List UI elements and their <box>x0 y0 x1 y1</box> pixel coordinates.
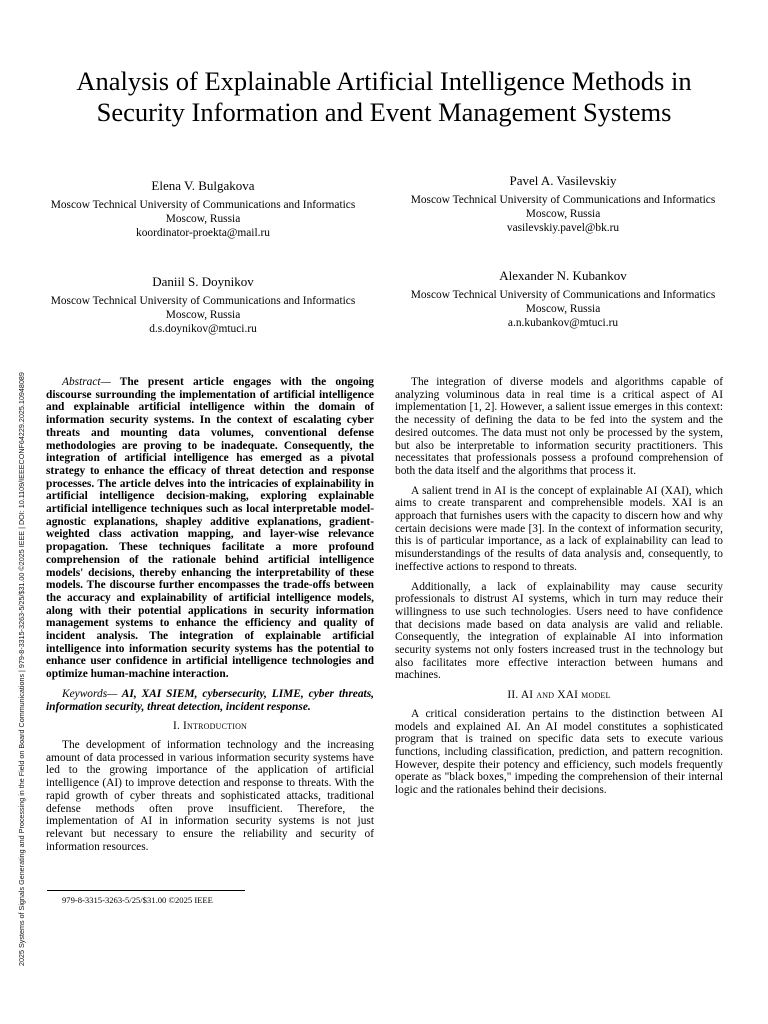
right-column <box>395 376 723 804</box>
author-affiliation: Moscow Technical University of Communications and Informatics <box>410 289 716 301</box>
author-location: Moscow, Russia <box>165 309 241 321</box>
author-location: Moscow, Russia <box>525 208 601 220</box>
paragraph: A critical consideration pertains to the distinction between AI models and explained AI. An AI model constitutes a sophisticated program that is trained on specific data sets to execute various functions, including classification, prediction, and pattern recognition. However, despite their potency and efficiency, such models frequently operate as "black boxes," impeding the comprehension of their internal logic and the rationales behind their decisions. <box>395 707 723 797</box>
section-heading: I. Introduction <box>172 720 248 733</box>
author-affiliation: Moscow Technical University of Communications and Informatics <box>50 295 356 307</box>
keywords-text: AI, XAI SIEM, cybersecurity, LIME, cyber threats, information security, threat detection, incident response. <box>46 687 374 713</box>
author-email: vasilevskiy.pavel@bk.ru <box>506 222 620 234</box>
footnote-rule <box>47 890 245 891</box>
author-name: Elena V. Bulgakova <box>151 178 255 193</box>
footnote: 979-8-3315-3263-5/25/$31.00 ©2025 IEEE <box>62 895 213 905</box>
section-heading: II. AI and XAI model <box>507 689 611 702</box>
abstract <box>46 376 374 681</box>
sidebar-citation: 2025 Systems of Signals Generating and Processing in the Field on Board Communications | 979-8-3315-3263-5/25/$31.00 ©2025 IEEE | DOI: 10.1109/IEEECONF64229.2025.10948089 <box>17 372 26 966</box>
paragraph: Additionally, a lack of explainability may cause security professionals to distrust AI systems, which in turn may reduce their willingness to use such technologies. Users need to have confidence that decisions made based on data analysis are valid and reliable. Consequently, the integration of explainable AI into information security systems not only fosters increased trust in the technology but also facilitates more effective interaction between humans and machines. <box>395 580 723 682</box>
author-location: Moscow, Russia <box>165 213 241 225</box>
abstract-text: The present article engages with the ongoing discourse surrounding the implementation of artificial intelligence and explainable artificial intelligence within the domain of information security systems. In the context of escalating cyber threats and mounting data volumes, conventional defense methodologies are proving to be inadequate. Consequently, the integration of artificial intelligence has emerged as a pivotal strategy to enhance the efficacy of threat detection and response processes. The article delves into the intricacies of explainability in artificial intelligence decision-making, exploring explainable artificial intelligence techniques such as local interpretable model-agnostic explanations, shapley additive explanations, gradient-weighted class activation mapping, and layer-wise relevance propagation. These techniques facilitate a more profound comprehension of the rationale behind artificial intelligence models' decisions, thereby enhancing the interpretability of these models. The discourse further encompasses the trade-offs between the accuracy and explainability of artificial intelligence models, along with their potential applications in security information management systems to enhance the efficiency and quality of incident analysis. The integration of explainable artificial intelligence into information security systems has the potential to enhance user confidence in artificial intelligence technologies and optimize human-machine interaction. <box>46 376 374 681</box>
paragraph: A salient trend in AI is the concept of explainable AI (XAI), which aims to create transparent and comprehensible models. XAI is an approach that furnishes users with the capacity to discern how and why certain decisions were made [3]. In the context of information security, this is of particular importance, as a lack of explainability can lead to misunderstandings of the results of data analysis and, consequently, to ineffective actions to respond to threats. <box>395 484 723 573</box>
author-email: koordinator-proekta@mail.ru <box>136 227 270 239</box>
paragraph: The development of information technology and the increasing amount of data processed in various information security systems have led to the growing importance of the application of artificial intelligence (AI) to improve detection and response to threats. With the rapid growth of cyber threats and sophisticated attacks, traditional defense methods often prove insufficient. Therefore, the implementation of AI in information security systems is not just relevant but necessary to ensure the reliability and security of information resources. <box>46 738 374 853</box>
keywords <box>46 688 374 713</box>
author-affiliation: Moscow Technical University of Communications and Informatics <box>410 194 716 206</box>
paper-title: Analysis of Explainable Artificial Intelligence Methods in Security Information and Event Management Systems <box>76 66 692 127</box>
author-location: Moscow, Russia <box>525 303 601 315</box>
author-block <box>38 274 368 336</box>
author-block <box>398 173 728 235</box>
author-email: d.s.doynikov@mtuci.ru <box>149 323 257 335</box>
author-name: Alexander N. Kubankov <box>499 268 627 283</box>
author-name: Daniil S. Doynikov <box>152 274 254 289</box>
keywords-label: Keywords— <box>62 687 118 700</box>
author-block <box>398 268 728 330</box>
abstract-label: Abstract— <box>62 376 111 388</box>
left-column <box>46 376 374 860</box>
paragraph: The integration of diverse models and algorithms capable of analyzing voluminous data in real time is a critical aspect of AI implementation [1, 2]. However, a salient issue emerges in this context: the necessity of defining the data to be fed into the system and the desired outcomes. The data must not only be processed by the system, but also be interpretable to information security practitioners. This necessitates that professionals possess a profound comprehension of both the data itself and the algorithms that process it. <box>395 376 723 477</box>
author-name: Pavel A. Vasilevskiy <box>509 173 617 188</box>
author-email: a.n.kubankov@mtuci.ru <box>507 317 619 329</box>
author-block <box>38 178 368 240</box>
author-affiliation: Moscow Technical University of Communications and Informatics <box>50 199 356 211</box>
